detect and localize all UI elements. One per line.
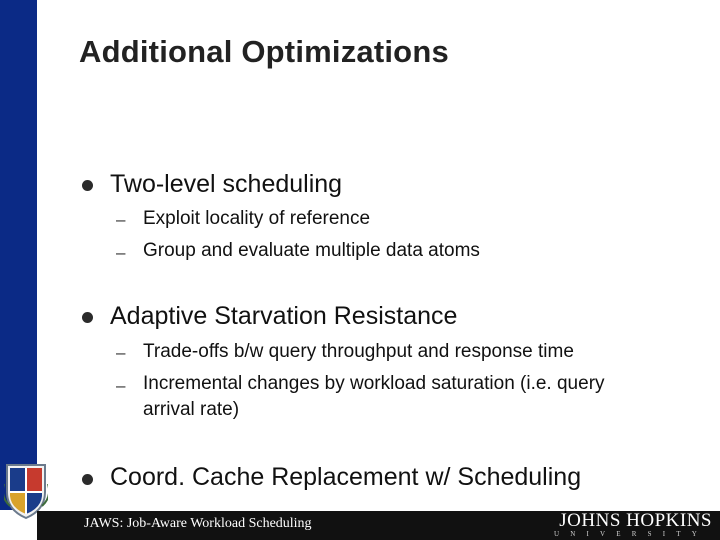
footer-caption: JAWS: Job-Aware Workload Scheduling [84, 516, 312, 531]
bullet-two-level-scheduling: Two-level scheduling [110, 170, 343, 198]
sub-bullet-dash: – [116, 376, 126, 395]
sub-bullet-exploit-locality: Exploit locality of reference [143, 208, 371, 229]
sub-bullet-dash: – [116, 343, 126, 362]
university-wordmark: UNIVERSITY [554, 530, 708, 538]
sub-bullet-dash: – [116, 243, 126, 262]
sub-bullet-incremental-changes: Incremental changes by workload saturation (i.e. query [143, 373, 605, 394]
left-sidebar-band [0, 0, 37, 510]
sub-bullet-tradeoffs: Trade-offs b/w query throughput and response time [143, 341, 574, 362]
bullet-adaptive-starvation: Adaptive Starvation Resistance [110, 302, 458, 330]
bullet-dot-icon [82, 474, 93, 485]
sub-bullet-group-evaluate: Group and evaluate multiple data atoms [143, 240, 480, 261]
johns-hopkins-logo: JOHNS HOPKINS [559, 510, 712, 531]
bullet-dot-icon [82, 180, 93, 191]
footer-bar [37, 511, 720, 540]
sub-bullet-incremental-changes-cont: arrival rate) [143, 399, 240, 420]
bullet-dot-icon [82, 312, 93, 323]
sub-bullet-dash: – [116, 210, 126, 229]
bullet-coord-cache-replacement: Coord. Cache Replacement w/ Scheduling [110, 463, 582, 491]
slide-title: Additional Optimizations [79, 34, 449, 69]
